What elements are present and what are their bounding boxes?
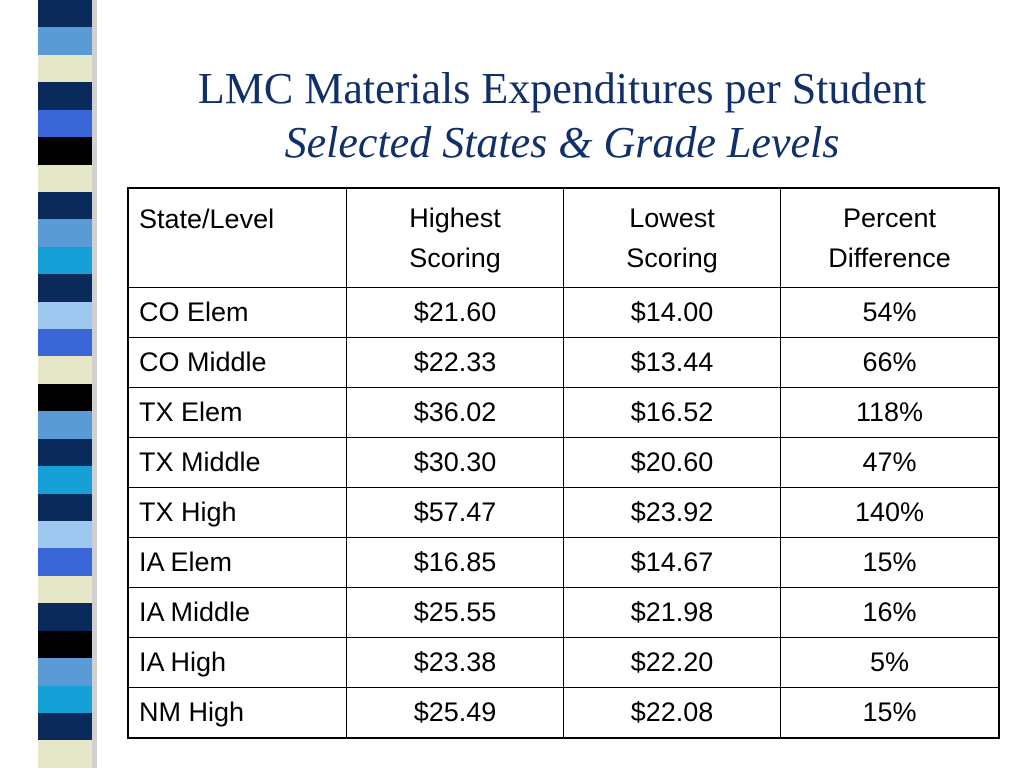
cell-lowest-scoring: $14.67 <box>564 538 781 588</box>
cell-state-level: IA Elem <box>128 538 347 588</box>
cell-state-level: TX High <box>128 488 347 538</box>
header-lowest-scoring <box>564 188 781 288</box>
stripe-segment <box>38 219 92 246</box>
table-header-row <box>128 188 999 288</box>
table-row <box>128 388 999 438</box>
cell-state-level: CO Elem <box>128 288 347 338</box>
stripe-segment <box>38 411 92 438</box>
stripe-segment <box>38 247 92 274</box>
cell-percent-difference: 140% <box>781 488 1000 538</box>
cell-lowest-scoring: $23.92 <box>564 488 781 538</box>
cell-highest-scoring: $16.85 <box>347 538 564 588</box>
stripe-segment <box>38 713 92 740</box>
cell-lowest-scoring: $22.20 <box>564 638 781 688</box>
cell-percent-difference: 15% <box>781 688 1000 739</box>
title-subtitle: Selected States & Grade Levels <box>284 118 840 167</box>
cell-state-level: IA High <box>128 638 347 688</box>
cell-state-level: TX Elem <box>128 388 347 438</box>
stripe-segment <box>38 521 92 548</box>
stripe-segment <box>38 329 92 356</box>
stripe-segment <box>38 466 92 493</box>
cell-highest-scoring: $30.30 <box>347 438 564 488</box>
table-row <box>128 438 999 488</box>
table-row <box>128 638 999 688</box>
stripe-segment <box>38 740 92 767</box>
header-highest-scoring <box>347 188 564 288</box>
stripe-segment <box>38 494 92 521</box>
cell-state-level: TX Middle <box>128 438 347 488</box>
cell-state-level: CO Middle <box>128 338 347 388</box>
cell-lowest-scoring: $21.98 <box>564 588 781 638</box>
cell-lowest-scoring: $22.08 <box>564 688 781 739</box>
stripe-segment <box>38 576 92 603</box>
stripe-segment <box>38 55 92 82</box>
cell-percent-difference: 5% <box>781 638 1000 688</box>
header-text: State/Level <box>139 204 275 234</box>
stripe-segment <box>38 603 92 630</box>
cell-percent-difference: 15% <box>781 538 1000 588</box>
decorative-stripe-bar <box>38 0 92 768</box>
cell-percent-difference: 47% <box>781 438 1000 488</box>
stripe-segment <box>38 686 92 713</box>
table-row <box>128 538 999 588</box>
stripe-segment <box>38 192 92 219</box>
cell-percent-difference: 66% <box>781 338 1000 388</box>
stripe-segment <box>38 82 92 109</box>
slide-title <box>100 62 1024 170</box>
cell-highest-scoring: $23.38 <box>347 638 564 688</box>
cell-percent-difference: 118% <box>781 388 1000 438</box>
cell-highest-scoring: $25.49 <box>347 688 564 739</box>
cell-percent-difference: 16% <box>781 588 1000 638</box>
header-percent-difference <box>781 188 1000 288</box>
header-text: Lowest <box>629 203 715 233</box>
cell-state-level: NM High <box>128 688 347 739</box>
cell-state-level: IA Middle <box>128 588 347 638</box>
stripe-segment <box>38 165 92 192</box>
expenditures-table <box>127 187 1000 739</box>
header-text: Difference <box>828 243 951 273</box>
stripe-segment <box>38 27 92 54</box>
header-text: Scoring <box>409 243 501 273</box>
cell-highest-scoring: $36.02 <box>347 388 564 438</box>
header-text: Scoring <box>626 243 718 273</box>
header-state-level <box>128 188 347 288</box>
stripe-segment <box>38 384 92 411</box>
table-row <box>128 688 999 739</box>
header-text: Highest <box>409 203 501 233</box>
stripe-segment <box>38 631 92 658</box>
cell-highest-scoring: $57.47 <box>347 488 564 538</box>
cell-highest-scoring: $21.60 <box>347 288 564 338</box>
table-row <box>128 338 999 388</box>
cell-lowest-scoring: $13.44 <box>564 338 781 388</box>
table-row <box>128 288 999 338</box>
cell-lowest-scoring: $14.00 <box>564 288 781 338</box>
stripe-segment <box>38 356 92 383</box>
stripe-segment <box>38 439 92 466</box>
stripe-segment <box>38 0 92 27</box>
stripe-segment <box>38 302 92 329</box>
stripe-segment <box>38 137 92 164</box>
stripe-segment <box>38 548 92 575</box>
stripe-segment <box>38 274 92 301</box>
title-main: LMC Materials Expenditures per Student <box>197 64 927 113</box>
table-row <box>128 588 999 638</box>
cell-lowest-scoring: $20.60 <box>564 438 781 488</box>
header-text: Percent <box>842 203 937 233</box>
table-row <box>128 488 999 538</box>
cell-highest-scoring: $22.33 <box>347 338 564 388</box>
stripe-segment <box>38 658 92 685</box>
cell-percent-difference: 54% <box>781 288 1000 338</box>
stripe-segment <box>38 110 92 137</box>
cell-lowest-scoring: $16.52 <box>564 388 781 438</box>
cell-highest-scoring: $25.55 <box>347 588 564 638</box>
